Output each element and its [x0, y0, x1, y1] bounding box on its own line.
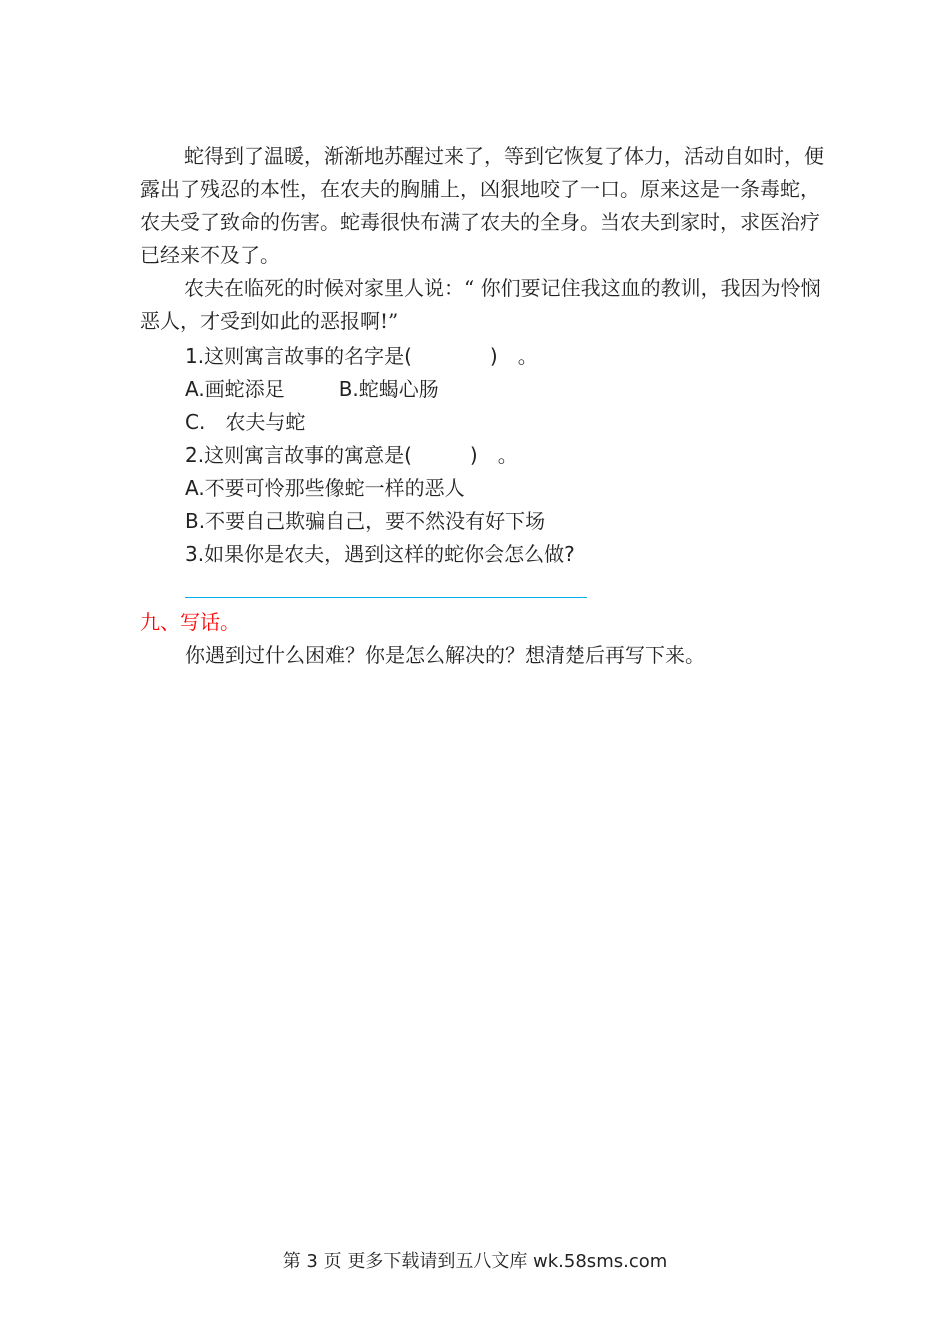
story-paragraph-1: 蛇得到了温暖，渐渐地苏醒过来了，等到它恢复了体力，活动自如时，便露出了残忍的本性，在农夫的胸脯上，凶狠地咬了一口。原来这是一条毒蛇，农夫受了致命的伤害。蛇毒很快布满了农夫的全身。当农夫到家时，求医治疗已经来不及了。: [140, 144, 824, 267]
section-9-title: 九、写话。: [140, 610, 240, 634]
answer-line: [185, 597, 587, 598]
question-2-option-b: B.不要自己欺骗自己，要不然没有好下场: [185, 509, 546, 533]
question-1-options-row: [185, 373, 439, 406]
page-footer: 第 3 页 更多下载请到五八文库 wk.58sms.com: [282, 1251, 668, 1272]
story-paragraph-2: 农夫在临死的时候对家里人说：“ 你们要记住我这血的教训，我因为怜悯恶人，才受到如此的恶报啊!”: [140, 276, 821, 333]
section-9-prompt: 你遇到过什么困难？你是怎么解决的？想清楚后再写下来。: [185, 643, 705, 667]
question-2-suffix: ) 。: [469, 443, 518, 467]
question-1-option-c: C. 农夫与蛇: [185, 410, 306, 434]
question-1-prefix: 1.这则寓言故事的名字是(: [185, 344, 412, 368]
question-3: 3.如果你是农夫，遇到这样的蛇你会怎么做?: [185, 542, 575, 566]
question-1: [185, 340, 538, 373]
question-1-suffix: ) 。: [489, 344, 538, 368]
question-2-prefix: 2.这则寓言故事的寓意是(: [185, 443, 412, 467]
question-2: [185, 439, 518, 472]
question-1-option-a: A.画蛇添足: [185, 377, 285, 401]
question-2-option-a: A.不要可怜那些像蛇一样的恶人: [185, 476, 465, 500]
question-1-option-b: B.蛇蝎心肠: [338, 377, 439, 401]
